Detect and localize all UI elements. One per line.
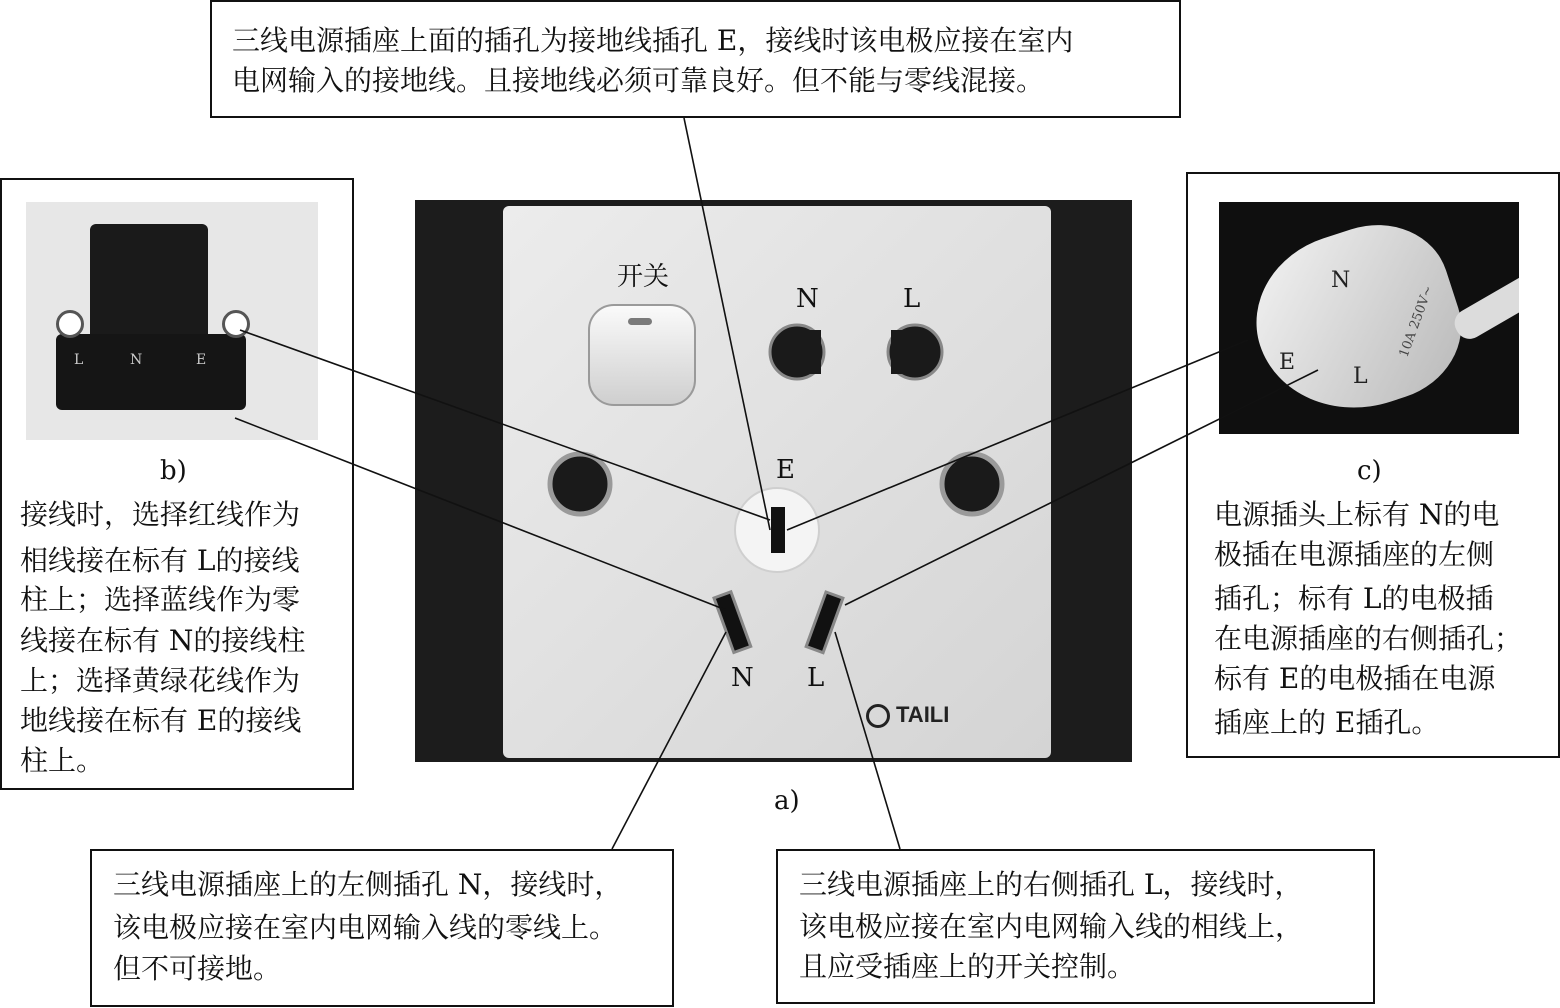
callout-b-line7: 柱上。: [20, 744, 105, 777]
earth-slot: [771, 507, 785, 553]
callout-b-line2: 相线接在标有 L的接线: [20, 544, 300, 577]
callout-b-line3: 柱上；选择蓝线作为零: [20, 583, 301, 616]
earth-label: E: [776, 455, 795, 485]
callout-bl-line1: 三线电源插座上的左侧插孔 N，接线时，: [113, 868, 623, 901]
callout-bl-line3: 但不可接地。: [113, 952, 282, 985]
callout-c-line1: 电源插头上标有 N的电: [1214, 498, 1500, 531]
plug-rating: 10A 250V~: [1396, 283, 1437, 360]
callout-c-line3: 插孔；标有 L的电极插: [1214, 582, 1494, 615]
two-pin-l-label: L: [903, 284, 921, 314]
two-pin-n-label: N: [796, 284, 819, 314]
leader-c-upper: [787, 340, 1248, 530]
plug-l-label: L: [1353, 364, 1368, 389]
callout-c-line2: 极插在电源插座的左侧: [1214, 538, 1495, 571]
three-pin-l-slot: [806, 592, 843, 653]
screw-hole-left: [550, 454, 610, 514]
callout-b-line4: 线接在标有 N的接线柱: [20, 624, 306, 657]
callout-c-line4: 在电源插座的右侧插孔；: [1214, 622, 1523, 655]
callout-bl-line2: 该电极应接在室内电网输入线的零线上。: [113, 911, 618, 944]
leader-top-to-earth: [684, 118, 770, 530]
two-pin-l-slot: [891, 330, 905, 374]
plug-e-label: E: [1279, 350, 1296, 375]
brand-name: TAILI: [896, 702, 950, 727]
caption-c: c): [1357, 456, 1382, 486]
plug-n-label: N: [1331, 268, 1351, 293]
switch-label: 开关: [617, 262, 670, 292]
back-terminal-e-label: E: [196, 352, 207, 368]
two-pin-n-slot: [807, 330, 821, 374]
callout-br-line1: 三线电源插座上的右侧插孔 L，接线时，: [799, 868, 1303, 901]
back-terminal-l-label: L: [74, 352, 84, 368]
callout-c-line6: 插座上的 E插孔。: [1214, 706, 1440, 739]
callout-br-line2: 该电极应接在室内电网输入线的相线上，: [799, 910, 1304, 943]
caption-a: a): [774, 786, 800, 816]
callout-b-line5: 上；选择黄绿花线作为: [20, 664, 301, 697]
callout-b-line1: 接线时，选择红线作为: [20, 498, 301, 531]
caption-b: b): [160, 456, 187, 486]
three-pin-l-label: L: [807, 663, 825, 693]
callout-c-line5: 标有 E的电极插在电源: [1214, 662, 1496, 695]
leader-bottom-left: [612, 632, 726, 849]
callout-top-line1: 三线电源插座上面的插孔为接地线插孔 E，接线时该电极应接在室内: [232, 24, 1074, 57]
three-pin-n-label: N: [731, 663, 754, 693]
callout-top-line2: 电网输入的接地线。且接地线必须可靠良好。但不能与零线混接。: [232, 64, 1045, 97]
callout-br-line3: 且应受插座上的开关控制。: [799, 950, 1136, 983]
back-terminal-n-label: N: [130, 352, 143, 368]
leader-bottom-right: [835, 632, 900, 849]
callout-b-line6: 地线接在标有 E的接线: [20, 704, 302, 737]
